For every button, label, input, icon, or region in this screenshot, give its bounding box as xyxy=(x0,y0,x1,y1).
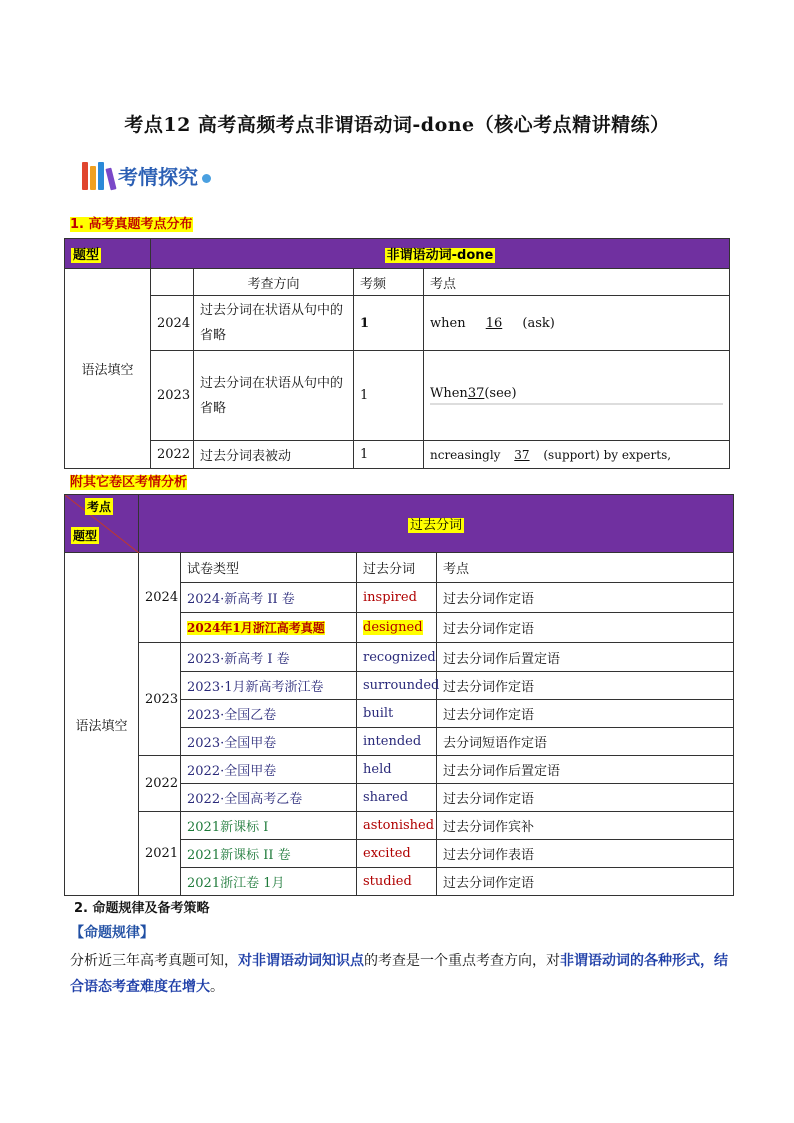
books-icon xyxy=(82,160,114,190)
page-title: 考点12 高考高频考点非谓语动词-done（核心考点精讲精练） xyxy=(124,114,670,136)
rule-heading: 【命题规律】 xyxy=(70,925,154,941)
table-row: 2023 2023·新高考 I 卷 recognized 过去分词作后置定语 xyxy=(65,643,734,672)
table-row: 2022 过去分词表被动 1 ncreasingly 37 (support) by experts, xyxy=(65,441,730,469)
section-banner xyxy=(82,158,211,192)
dot-icon xyxy=(202,174,211,183)
table-row: 2023·全国甲卷 intended 去分词短语作定语 xyxy=(65,728,734,756)
header-type-cell: 题型 xyxy=(65,239,151,269)
table-row: 2024·新高考 II 卷 inspired 过去分词作定语 xyxy=(65,583,734,613)
other-regions-heading: 附其它卷区考情分析 xyxy=(70,475,188,490)
rule-paragraph: 分析近三年高考真题可知，对非谓语动词知识点的考查是一个重点考查方向，对非谓语动词的各种形式，结合语态考查难度在增大。 xyxy=(70,953,728,995)
section1-heading: 1. 高考真题考点分布 xyxy=(70,217,193,232)
category-cell: 语法填空 xyxy=(65,553,139,896)
table-row: 2024 过去分词在状语从句中的省略 1 when 16 (ask) xyxy=(65,296,730,351)
col-header: 考查方向 xyxy=(194,269,354,296)
table-row: 2022·全国高考乙卷 shared 过去分词作定语 xyxy=(65,784,734,812)
header-topic-cell: 非谓语动词-done xyxy=(151,239,730,269)
header-topic-cell: 过去分词 xyxy=(139,495,734,553)
exam-distribution-table xyxy=(64,238,730,469)
table-row: 2023·1月新高考浙江卷 surrounded 过去分词作定语 xyxy=(65,672,734,700)
col-header: 考点 xyxy=(424,269,730,296)
table-row: 2022 2022·全国甲卷 held 过去分词作后置定语 xyxy=(65,756,734,784)
category-cell: 语法填空 xyxy=(65,269,151,469)
table-row: 2021浙江卷 1月 studied 过去分词作定语 xyxy=(65,868,734,896)
table-row: 2024年1月浙江高考真题 designed 过去分词作定语 xyxy=(65,613,734,643)
section2-heading: 2. 命题规律及备考策略 xyxy=(74,901,210,916)
banner-title: 考情探究 xyxy=(118,164,198,189)
table-row: 2021 2021新课标 I astonished 过去分词作宾补 xyxy=(65,812,734,840)
table-row: 2023·全国乙卷 built 过去分词作定语 xyxy=(65,700,734,728)
corner-cell: 考点 题型 xyxy=(65,495,139,553)
table-row: 2023 过去分词在状语从句中的省略 1 When37(see) xyxy=(65,351,730,441)
col-header: 考频 xyxy=(354,269,424,296)
other-regions-table: 考点 题型 过去分词 语法填空 2024 试卷类型 过去分词 考点 2024·新高考 II 卷 inspired 过去分词作定语 2024年1月浙江高考真题 designed 过去分词作定语 2023 2023·新高考 I 卷 recognized 过去分词作后置定语 2023·1月新高考浙江卷 surrounded 过去分词作定语 2023·全国乙卷 built 过去分词作定语 2023·全国甲卷 intended 去分词短语作定语 2022 2022·全国甲卷 held 过去分词作后置定语 2022·全国高考乙卷 shared 过去分词作定语 2021 2021新课标 I astonished 过去分词作宾补 2021新课标 II 卷 excited 过去分词作表语 2021浙江卷 1月 studied 过去分词作定语 xyxy=(64,494,734,896)
table-row: 2021新课标 II 卷 excited 过去分词作表语 xyxy=(65,840,734,868)
